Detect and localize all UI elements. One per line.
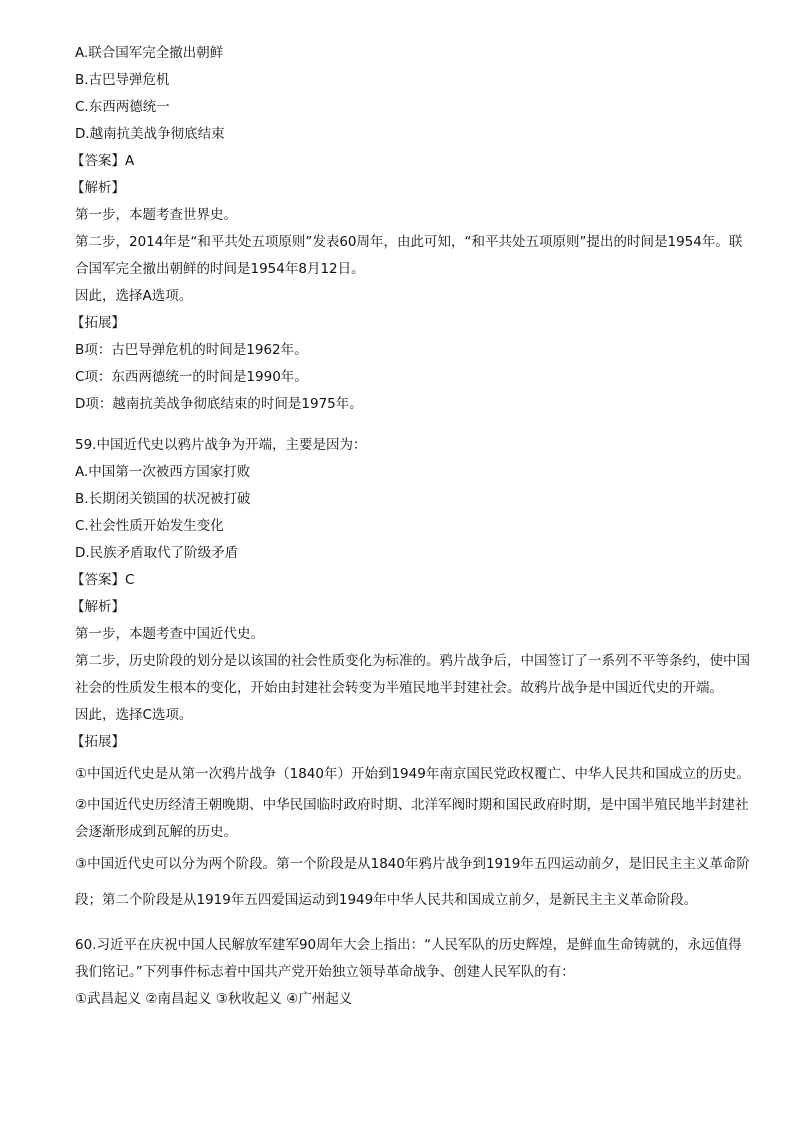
analysis-label: 【解析】 bbox=[71, 599, 125, 615]
analysis-step-1: 第一步，本题考查世界史。 bbox=[75, 207, 237, 223]
analysis-conclusion: 因此，选择A选项。 bbox=[75, 288, 193, 304]
choice-list: ①武昌起义 ②南昌起义 ③秋收起义 ④广州起义 bbox=[75, 991, 353, 1007]
answer-label: 【答案】C bbox=[71, 572, 135, 588]
question-stem: 59.中国近代史以鸦片战争为开端，主要是因为： bbox=[75, 437, 367, 453]
extension-label: 【拓展】 bbox=[71, 734, 125, 750]
question-59-block bbox=[71, 432, 755, 918]
analysis-step-1: 第一步，本题考查中国近代史。 bbox=[75, 626, 264, 642]
extension-item-3: ③中国近代史可以分为两个阶段。第一个阶段是从1840年鸦片战争到1919年五四运动前夕，是旧民主主义革命阶段；第二个阶段是从1919年五四爱国运动到1949年中华人民共和国成立前夕，是新民主主义革命阶段。 bbox=[75, 856, 750, 908]
extension-item-d: D项：越南抗美战争彻底结束的时间是1975年。 bbox=[75, 396, 363, 412]
analysis-label: 【解析】 bbox=[71, 180, 125, 196]
question-60-block bbox=[75, 932, 755, 1013]
answer-label: 【答案】A bbox=[71, 153, 135, 169]
option-b: B.长期闭关锁国的状况被打破 bbox=[75, 491, 251, 507]
option-d: D.越南抗美战争彻底结束 bbox=[75, 126, 225, 142]
option-c: C.东西两德统一 bbox=[75, 99, 170, 115]
section-gap bbox=[75, 918, 755, 932]
document-page bbox=[71, 40, 755, 1013]
analysis-conclusion: 因此，选择C选项。 bbox=[75, 707, 193, 723]
section-gap bbox=[75, 418, 755, 432]
option-c: C.社会性质开始发生变化 bbox=[75, 518, 224, 534]
option-a: A.联合国军完全撤出朝鲜 bbox=[75, 45, 224, 61]
option-a: A.中国第一次被西方国家打败 bbox=[75, 464, 251, 480]
extension-item-2: ②中国近代史历经清王朝晚期、中华民国临时政府时期、北洋军阀时期和国民政府时期，是中国半殖民地半封建社会逐渐形成到瓦解的历史。 bbox=[75, 797, 749, 840]
option-d: D.民族矛盾取代了阶级矛盾 bbox=[75, 545, 239, 561]
question-58-block bbox=[71, 40, 755, 418]
extension-item-c: C项：东西两德统一的时间是1990年。 bbox=[75, 369, 308, 385]
analysis-step-2: 第二步，历史阶段的划分是以该国的社会性质变化为标准的。鸦片战争后，中国签订了一系列不平等条约，使中国社会的性质发生根本的变化，开始由封建社会转变为半殖民地半封建社会。故鸦片战争是中国近代史的开端。 bbox=[75, 653, 750, 696]
extension-label: 【拓展】 bbox=[71, 315, 125, 331]
question-stem: 60.习近平在庆祝中国人民解放军建军90周年大会上指出：“人民军队的历史辉煌，是鲜血生命铸就的，永远值得我们铭记。”下列事件标志着中国共产党开始独立领导革命战争、创建人民军队的有： bbox=[75, 937, 742, 980]
extension-item-b: B项：古巴导弹危机的时间是1962年。 bbox=[75, 342, 308, 358]
option-b: B.古巴导弹危机 bbox=[75, 72, 170, 88]
extension-item-1: ①中国近代史是从第一次鸦片战争（1840年）开始到1949年南京国民党政权覆亡、中华人民共和国成立的历史。 bbox=[75, 766, 750, 782]
analysis-step-2: 第二步，2014年是“和平共处五项原则”发表60周年，由此可知，“和平共处五项原则”提出的时间是1954年。联合国军完全撤出朝鲜的时间是1954年8月12日。 bbox=[75, 234, 743, 277]
